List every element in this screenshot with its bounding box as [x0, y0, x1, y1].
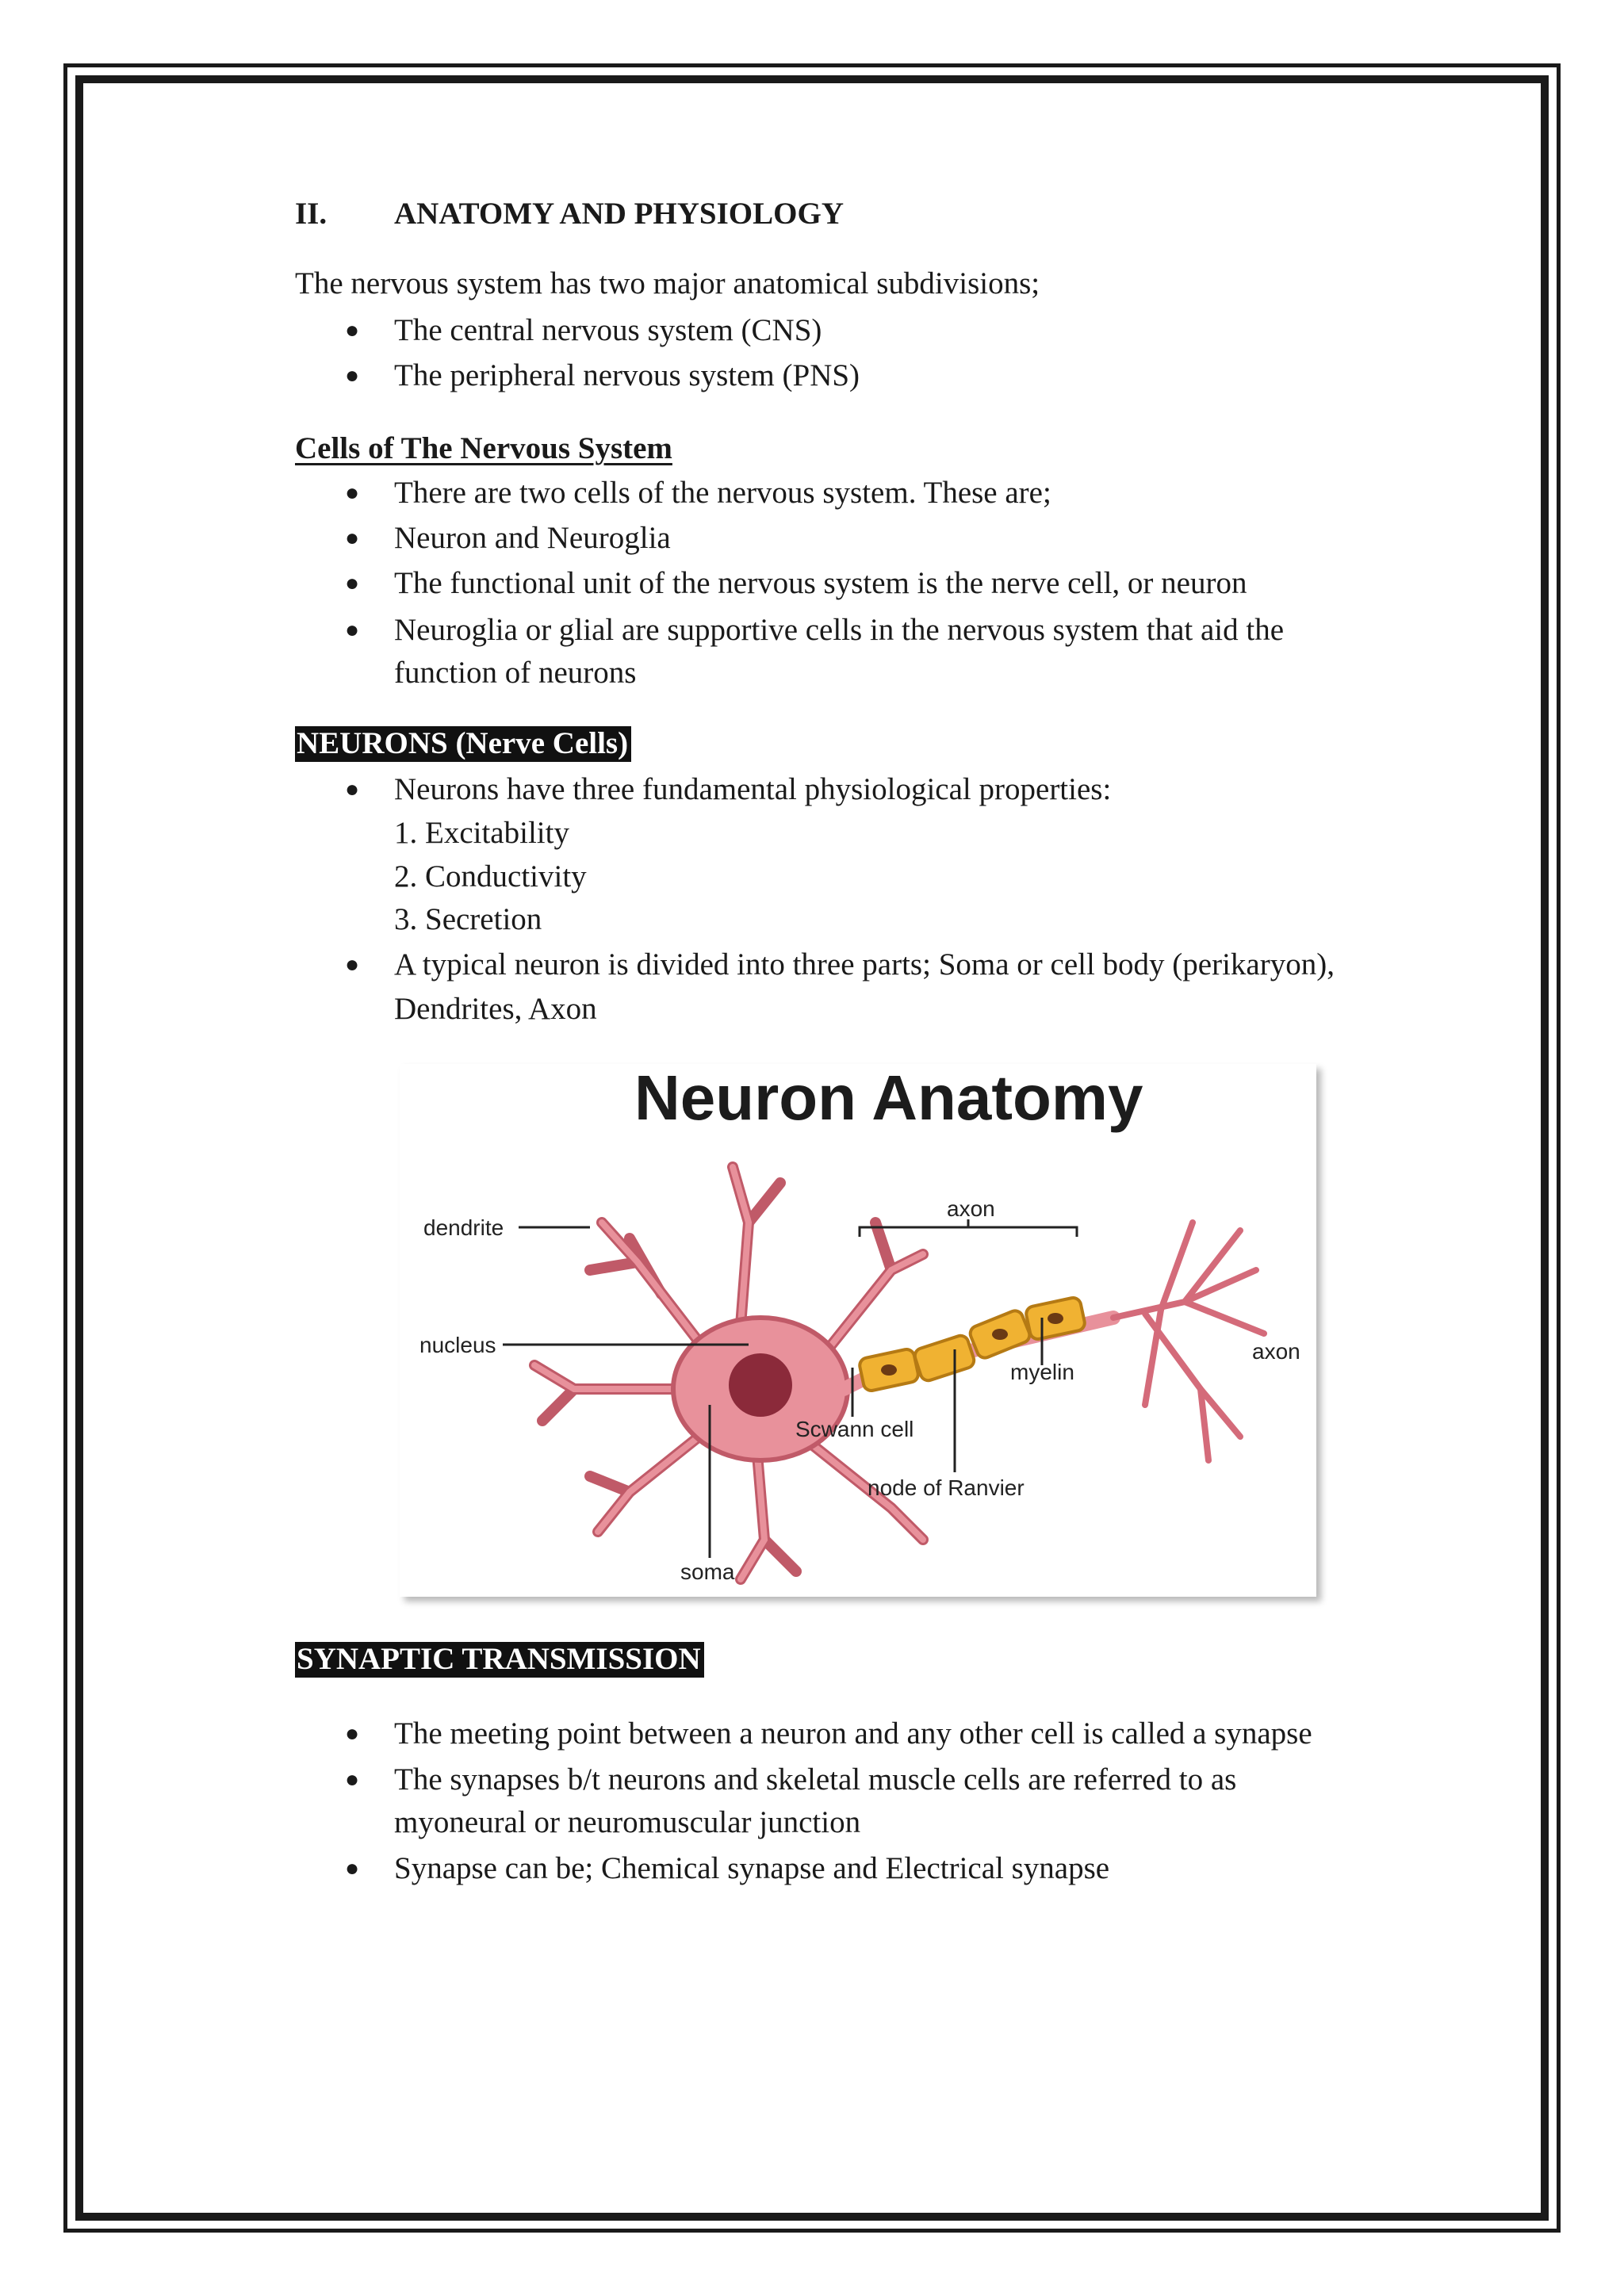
section-title: ANATOMY AND PHYSIOLOGY — [394, 197, 844, 231]
synaptic-heading-text: SYNAPTIC TRANSMISSION — [295, 1642, 704, 1678]
list-item-text: The synapses b/t neurons and skeletal muscle cells are referred to as — [394, 1762, 1237, 1797]
bullet-icon: ● — [345, 776, 360, 802]
synaptic-heading — [295, 1639, 704, 1680]
bullet-icon: ● — [345, 1720, 360, 1747]
label-axon-top: axon — [947, 1196, 995, 1221]
list-item-text: The peripheral nervous system (PNS) — [394, 358, 860, 392]
label-node-of-ranvier: node of Ranvier — [868, 1475, 1025, 1500]
list-item-text: A typical neuron is divided into three parts; Soma or cell body (perikaryon), — [394, 947, 1335, 982]
bullet-icon: ● — [345, 317, 360, 343]
list-item-text: The central nervous system (CNS) — [394, 313, 822, 347]
axon-bracket — [860, 1227, 1077, 1237]
list-item-text: There are two cells of the nervous system. These are; — [394, 476, 1051, 510]
schwann-cell-shape — [913, 1334, 976, 1383]
bullet-icon: ● — [345, 362, 360, 388]
list-item-text: Neurons have three fundamental physiological properties: — [394, 772, 1112, 806]
neurons-heading-text: NEURONS (Nerve Cells) — [295, 726, 631, 762]
nucleus-shape — [729, 1353, 792, 1417]
list-item-text: Synapse can be; Chemical synapse and Electrical synapse — [394, 1851, 1110, 1885]
label-myelin: myelin — [1010, 1360, 1074, 1384]
bullet-icon: ● — [345, 1855, 360, 1881]
intro-paragraph: The nervous system has two major anatomical subdivisions; — [295, 266, 1040, 300]
list-item-text-continuation: Dendrites, Axon — [394, 992, 597, 1026]
axon-terminals — [1113, 1223, 1264, 1460]
list-item-text: The functional unit of the nervous system is the nerve cell, or neuron — [394, 566, 1247, 600]
section-number: II. — [295, 197, 327, 231]
bullet-icon: ● — [345, 1766, 360, 1793]
property-item: 3. Secretion — [394, 902, 542, 936]
label-nucleus: nucleus — [419, 1333, 496, 1357]
property-item: 2. Conductivity — [394, 859, 587, 894]
list-item-text-continuation: function of neurons — [394, 656, 637, 690]
neuron-anatomy-figure — [400, 1064, 1316, 1597]
cells-heading: Cells of The Nervous System — [295, 431, 672, 465]
neuron-diagram — [400, 1064, 1316, 1597]
label-dendrite: dendrite — [423, 1215, 504, 1240]
list-item-text-continuation: myoneural or neuromuscular junction — [394, 1805, 861, 1839]
property-item: 1. Excitability — [394, 816, 569, 850]
label-schwann-cell: Scwann cell — [795, 1417, 914, 1441]
neurons-heading — [295, 723, 631, 764]
label-soma: soma — [680, 1559, 735, 1584]
bullet-icon: ● — [345, 951, 360, 978]
figure-title: Neuron Anatomy — [634, 1064, 1143, 1133]
bullet-icon: ● — [345, 480, 360, 506]
bullet-icon: ● — [345, 617, 360, 643]
label-axon-right: axon — [1252, 1339, 1300, 1364]
list-item-text: Neuroglia or glial are supportive cells in the nervous system that aid the — [394, 613, 1285, 647]
list-item-text: Neuron and Neuroglia — [394, 521, 671, 555]
bullet-icon: ● — [345, 525, 360, 551]
list-item-text: The meeting point between a neuron and any other cell is called a synapse — [394, 1716, 1312, 1751]
bullet-icon: ● — [345, 570, 360, 596]
